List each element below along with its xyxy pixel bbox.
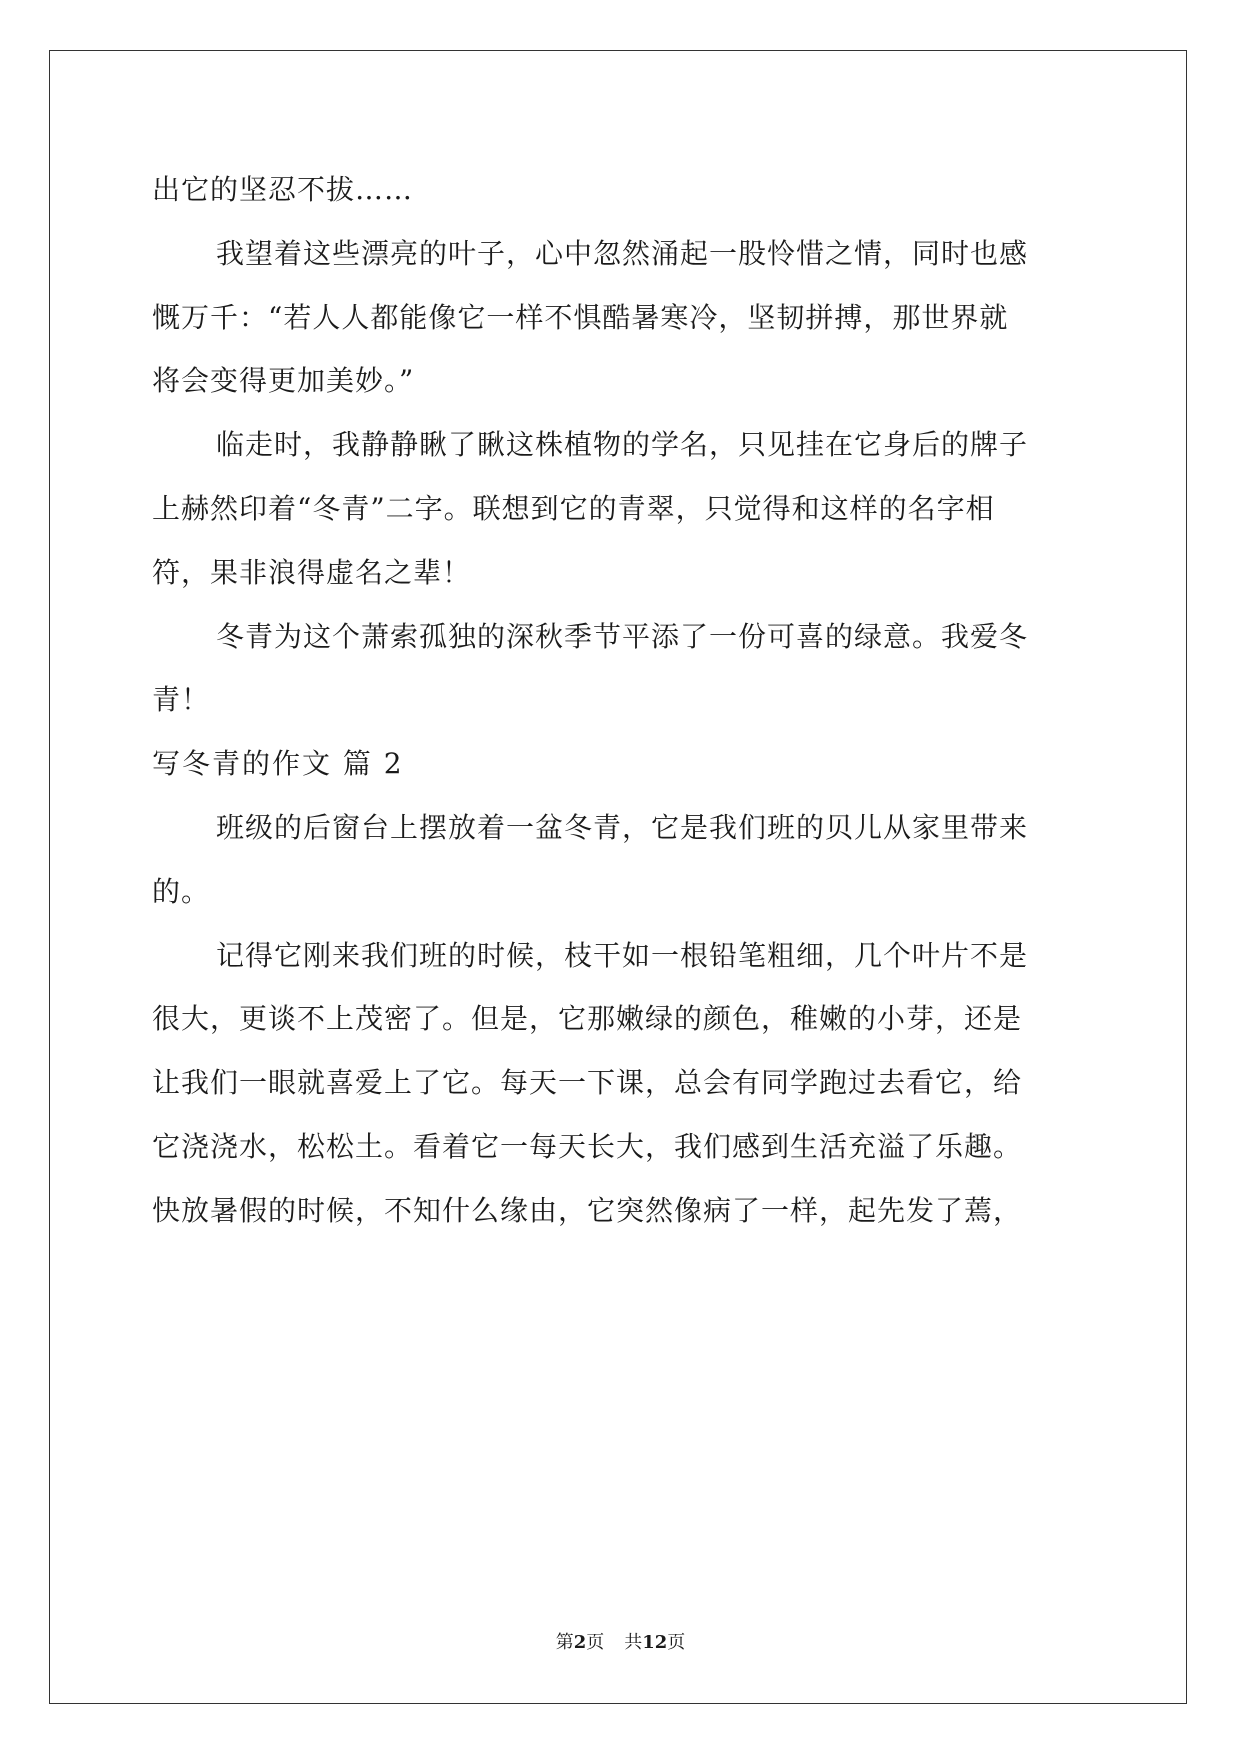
document-body bbox=[152, 158, 1086, 1243]
text-line: 它浇浇水，松松土。看着它一每天长大，我们感到生活充溢了乐趣。 bbox=[152, 1129, 1023, 1163]
total-suffix: 页 bbox=[667, 1632, 686, 1653]
text-line: 班级的后窗台上摆放着一盆冬青，它是我们班的贝儿从家里带来 bbox=[216, 810, 1029, 844]
text-line: 符，果非浪得虚名之辈！ bbox=[152, 555, 472, 589]
text-line: 将会变得更加美妙。” bbox=[152, 364, 415, 398]
text-line: 快放暑假的时候，不知什么缘由，它突然像病了一样，起先发了蔫， bbox=[152, 1193, 1023, 1227]
total-pages: 12 bbox=[642, 1632, 668, 1653]
total-prefix: 共 bbox=[624, 1632, 643, 1653]
text-line: 青！ bbox=[152, 683, 211, 717]
text-line: 让我们一眼就喜爱上了它。每天一下课，总会有同学跑过去看它，给 bbox=[152, 1066, 1023, 1100]
text-line: 我望着这些漂亮的叶子，心中忽然涌起一股怜惜之情，同时也感 bbox=[216, 236, 1029, 270]
page-number: 2 bbox=[573, 1632, 587, 1653]
text-line: 很大，更谈不上茂密了。但是，它那嫩绿的颜色，稚嫩的小芽，还是 bbox=[152, 1002, 1023, 1036]
text-line: 临走时，我静静瞅了瞅这株植物的学名，只见挂在它身后的牌子 bbox=[216, 428, 1029, 462]
text-line: 出它的坚忍不拔…… bbox=[152, 173, 414, 206]
page-prefix: 第 bbox=[555, 1632, 574, 1653]
section-heading: 写冬青的作文 篇 2 bbox=[152, 747, 404, 781]
page-footer bbox=[0, 1628, 1241, 1654]
text-line: 冬青为这个萧索孤独的深秋季节平添了一份可喜的绿意。我爱冬 bbox=[216, 619, 1029, 653]
text-line: 上赫然印着“冬青”二字。联想到它的青翠，只觉得和这样的名字相 bbox=[152, 491, 995, 525]
page-suffix: 页 bbox=[586, 1632, 605, 1653]
text-line: 的。 bbox=[152, 874, 211, 908]
text-line: 记得它刚来我们班的时候，枝干如一根铅笔粗细，几个叶片不是 bbox=[216, 938, 1029, 972]
text-line: 慨万千：“若人人都能像它一样不惧酷暑寒冷，坚韧拼搏，那世界就 bbox=[152, 300, 1009, 334]
